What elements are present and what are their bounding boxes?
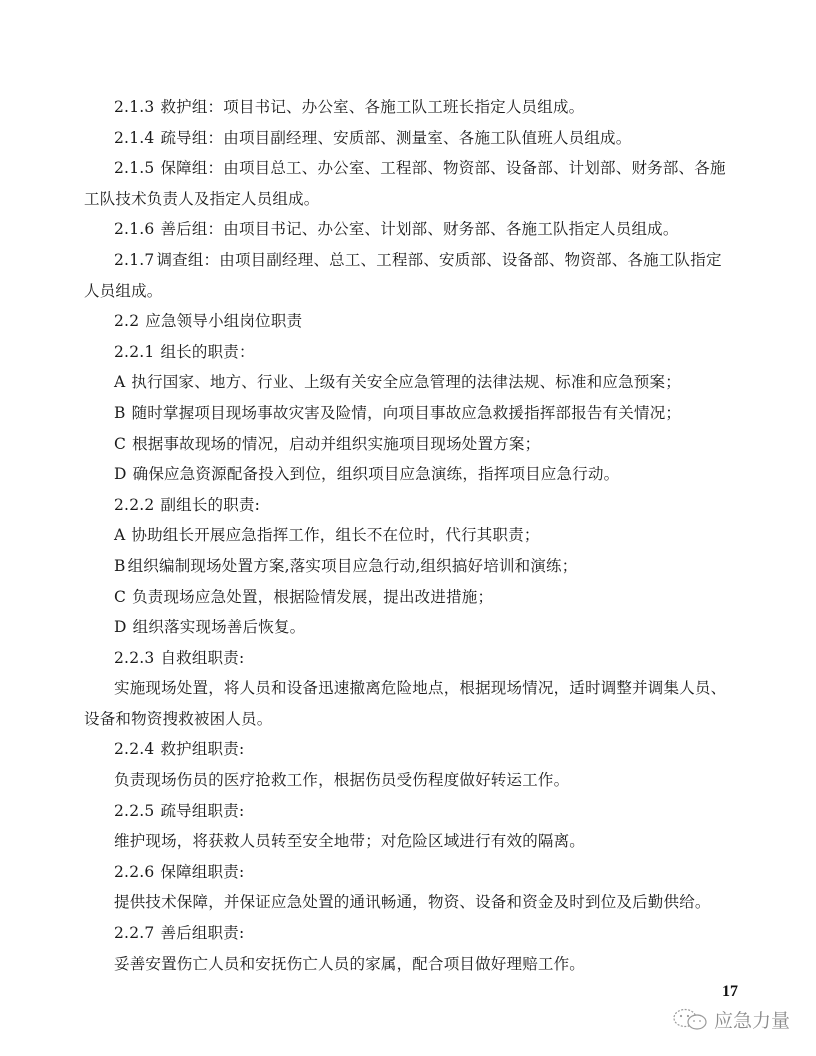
clause-2-1-4 [84,123,734,154]
clause-2-1-5 [84,153,734,184]
subsection-heading-2-2-2 [84,490,734,521]
item-text: 根据事故现场的情况，启动并组织实施项目现场处置方案； [132,434,541,453]
subsection-heading-2-2-5 [84,796,734,827]
subsection-title: 善后组职责: [160,924,245,943]
item-label: D [114,618,127,637]
clause-2-1-5-continued: 工队技术负责人及指定人员组成。 [84,189,320,208]
subsection-number: 2.2.5 [114,801,155,820]
duty-body: 维护现场，将获救人员转至安全地带；对危险区域进行有效的隔离。 [114,832,586,851]
watermark-text: 应急力量 [714,1010,791,1032]
item-text: 随时掌握项目现场事故灾害及险情，向项目事故应急救援指挥部报告有关情况； [131,403,682,422]
item-label: D [114,465,127,484]
item-text: 执行国家、地方、行业、上级有关安全应急管理的法律法规、标准和应急预案； [131,373,681,392]
item-text: 协助组长开展应急指挥工作，组长不在位时，代行其职责； [131,526,540,545]
clause-text: 保障组：由项目总工、办公室、工程部、物资部、设备部、计划部、财务部、各施 [160,159,726,178]
clause-2-1-3 [84,92,734,123]
item-text: 负责现场应急处置，根据险情发展，提出改进措施； [132,587,494,606]
page-number: 17 [722,983,738,1000]
subsection-heading-2-2-3 [84,643,734,674]
duty-item [84,582,734,613]
item-text: 确保应急资源配备投入到位，组织项目应急演练，指挥项目应急行动。 [132,465,620,484]
clause-text: 调查组：由项目副经理、总工、工程部、安质部、设备部、物资部、各施工队指定 [156,250,722,269]
subsection-heading-2-2-6 [84,857,734,888]
subsection-number: 2.2.6 [114,862,155,881]
clause-number: 2.1.5 [114,159,155,178]
subsection-heading-2-2-1 [84,337,734,368]
item-label: C [114,587,127,606]
duty-item [84,429,734,460]
subsection-heading-2-2-4 [84,734,734,765]
clause-number: 2.1.7 [114,250,155,269]
duty-item [84,367,734,398]
duty-item [84,612,734,643]
watermark [672,1006,790,1033]
subsection-number: 2.2.1 [114,342,155,361]
subsection-title: 副组长的职责: [160,495,261,514]
duty-item [84,459,734,490]
duty-body: 提供技术保障，并保证应急处置的通讯畅通，物资、设备和资金及时到位及后勤供给。 [114,893,711,912]
document-page [84,92,734,979]
subsection-number: 2.2.4 [114,740,155,759]
subsection-title: 救护组职责: [160,740,245,759]
item-label: C [114,434,127,453]
item-text: 组织编制现场处置方案,落实项目应急行动,组织搞好培训和演练； [127,556,578,575]
clause-text: 疏导组：由项目副经理、安质部、测量室、各施工队值班人员组成。 [160,128,632,147]
clause-number: 2.1.3 [114,98,155,116]
clause-text: 善后组：由项目书记、办公室、计划部、财务部、各施工队指定人员组成。 [160,220,679,239]
item-label: B [114,556,126,575]
subsection-heading-2-2-7 [84,918,734,949]
subsection-number: 2.2.2 [114,495,155,514]
clause-2-1-7 [84,245,734,276]
duty-body: 实施现场处置，将人员和设备迅速撤离危险地点，根据现场情况，适时调整并调集人员、 [114,679,727,698]
item-text: 组织落实现场善后恢复。 [132,618,306,637]
clause-number: 2.1.6 [114,220,155,239]
subsection-number: 2.2.3 [114,648,155,667]
item-label: A [114,373,126,392]
duty-item [84,551,734,582]
clause-2-1-7-continued: 人员组成。 [84,281,163,300]
subsection-title: 自救组职责: [160,648,245,667]
duty-item [84,520,734,551]
subsection-number: 2.2.7 [114,924,155,943]
clause-number: 2.1.4 [114,128,155,147]
duty-body: 妥善安置伤亡人员和安抚伤亡人员的家属，配合项目做好理赔工作。 [114,954,586,973]
duty-body: 负责现场伤员的医疗抢救工作，根据伤员受伤程度做好转运工作。 [114,771,570,790]
section-heading-2-2 [84,306,734,337]
wechat-icon [672,1008,710,1032]
section-title: 应急领导小组岗位职责 [145,312,303,331]
section-number: 2.2 [114,312,140,331]
clause-text: 救护组：项目书记、办公室、各施工队工班长指定人员组成。 [160,98,585,116]
duty-item [84,398,734,429]
duty-body-continued: 设备和物资搜救被困人员。 [84,709,273,728]
item-label: A [114,526,126,545]
subsection-title: 组长的职责： [160,342,255,361]
item-label: B [114,403,126,422]
subsection-title: 保障组职责: [160,862,245,881]
subsection-title: 疏导组职责: [160,801,245,820]
clause-2-1-6 [84,214,734,245]
